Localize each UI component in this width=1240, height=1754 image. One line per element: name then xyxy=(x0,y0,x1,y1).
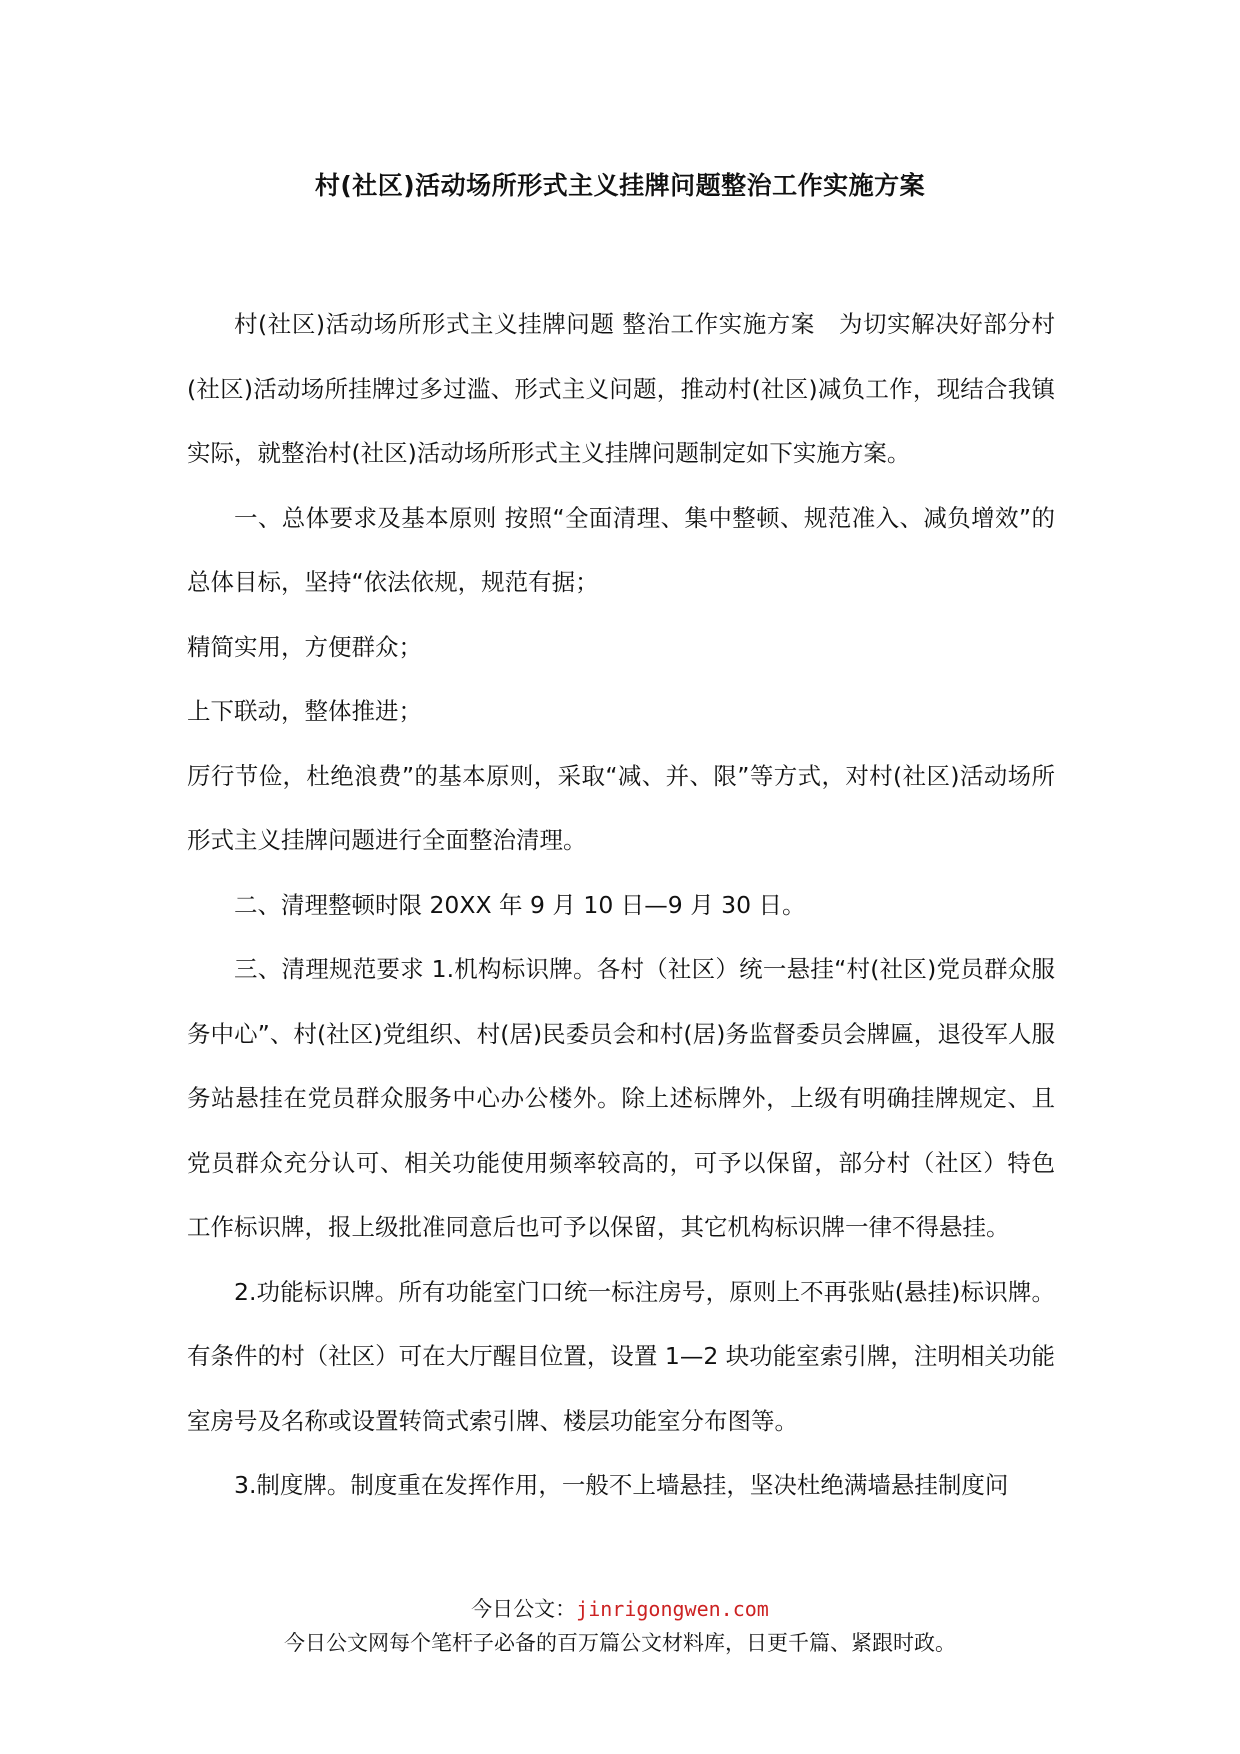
paragraph-section-1: 一、总体要求及基本原则 按照“全面清理、集中整顿、规范准入、减负增效”的总体目标，坚持“依法依规，规范有据； xyxy=(187,503,1055,596)
paragraph-principle-4: 厉行节俭，杜绝浪费”的基本原则，采取“减、并、限”等方式，对村(社区)活动场所形式主义挂牌问题进行全面整治清理。 xyxy=(187,761,1055,854)
paragraph-section-3: 三、清理规范要求 1.机构标识牌。各村（社区）统一悬挂“村(社区)党员群众服务中心”、村(社区)党组织、村(居)民委员会和村(居)务监督委员会牌匾，退役军人服务站悬挂在党员群众服务中心办公楼外。除上述标牌外，上级有明确挂牌规定、且党员群众充分认可、相关功能使用频率较高的，可予以保留，部分村（社区）特色工作标识牌，报上级批准同意后也可予以保留，其它机构标识牌一律不得悬挂。 xyxy=(187,955,1055,1241)
paragraph-principle-2: 精简实用，方便群众； xyxy=(187,632,422,661)
footer-site-link[interactable]: jinrigongwen.com xyxy=(576,1597,769,1621)
footer-site-label: 今日公文： xyxy=(471,1597,577,1621)
page-footer xyxy=(0,1592,1240,1660)
document-body xyxy=(187,292,1055,1518)
document-title: 村(社区)活动场所形式主义挂牌问题整治工作实施方案 xyxy=(314,171,926,200)
paragraph-function-signs: 2.功能标识牌。所有功能室门口统一标注房号，原则上不再张贴(悬挂)标识牌。有条件的村（社区）可在大厅醒目位置，设置 1—2 块功能室索引牌，注明相关功能室房号及名称或设置转筒式索引牌、楼层功能室分布图等。 xyxy=(187,1277,1055,1435)
paragraph-principle-3: 上下联动，整体推进； xyxy=(187,697,422,725)
paragraph-intro: 村(社区)活动场所形式主义挂牌问题 整治工作实施方案 为切实解决好部分村(社区)活动场所挂牌过多过滥、形式主义问题，推动村(社区)减负工作，现结合我镇实际，就整治村(社区)活动场所形式主义挂牌问题制定如下实施方案。 xyxy=(187,310,1055,467)
footer-slogan: 今日公文网每个笔杆子必备的百万篇公文材料库，日更千篇、紧跟时政。 xyxy=(284,1631,956,1655)
paragraph-section-2: 二、清理整顿时限 20XX 年 9 月 10 日—9 月 30 日。 xyxy=(234,890,806,919)
paragraph-system-signs: 3.制度牌。制度重在发挥作用，一般不上墙悬挂，坚决杜绝满墙悬挂制度问 xyxy=(234,1471,1009,1499)
footer-site-line xyxy=(0,1592,1240,1626)
